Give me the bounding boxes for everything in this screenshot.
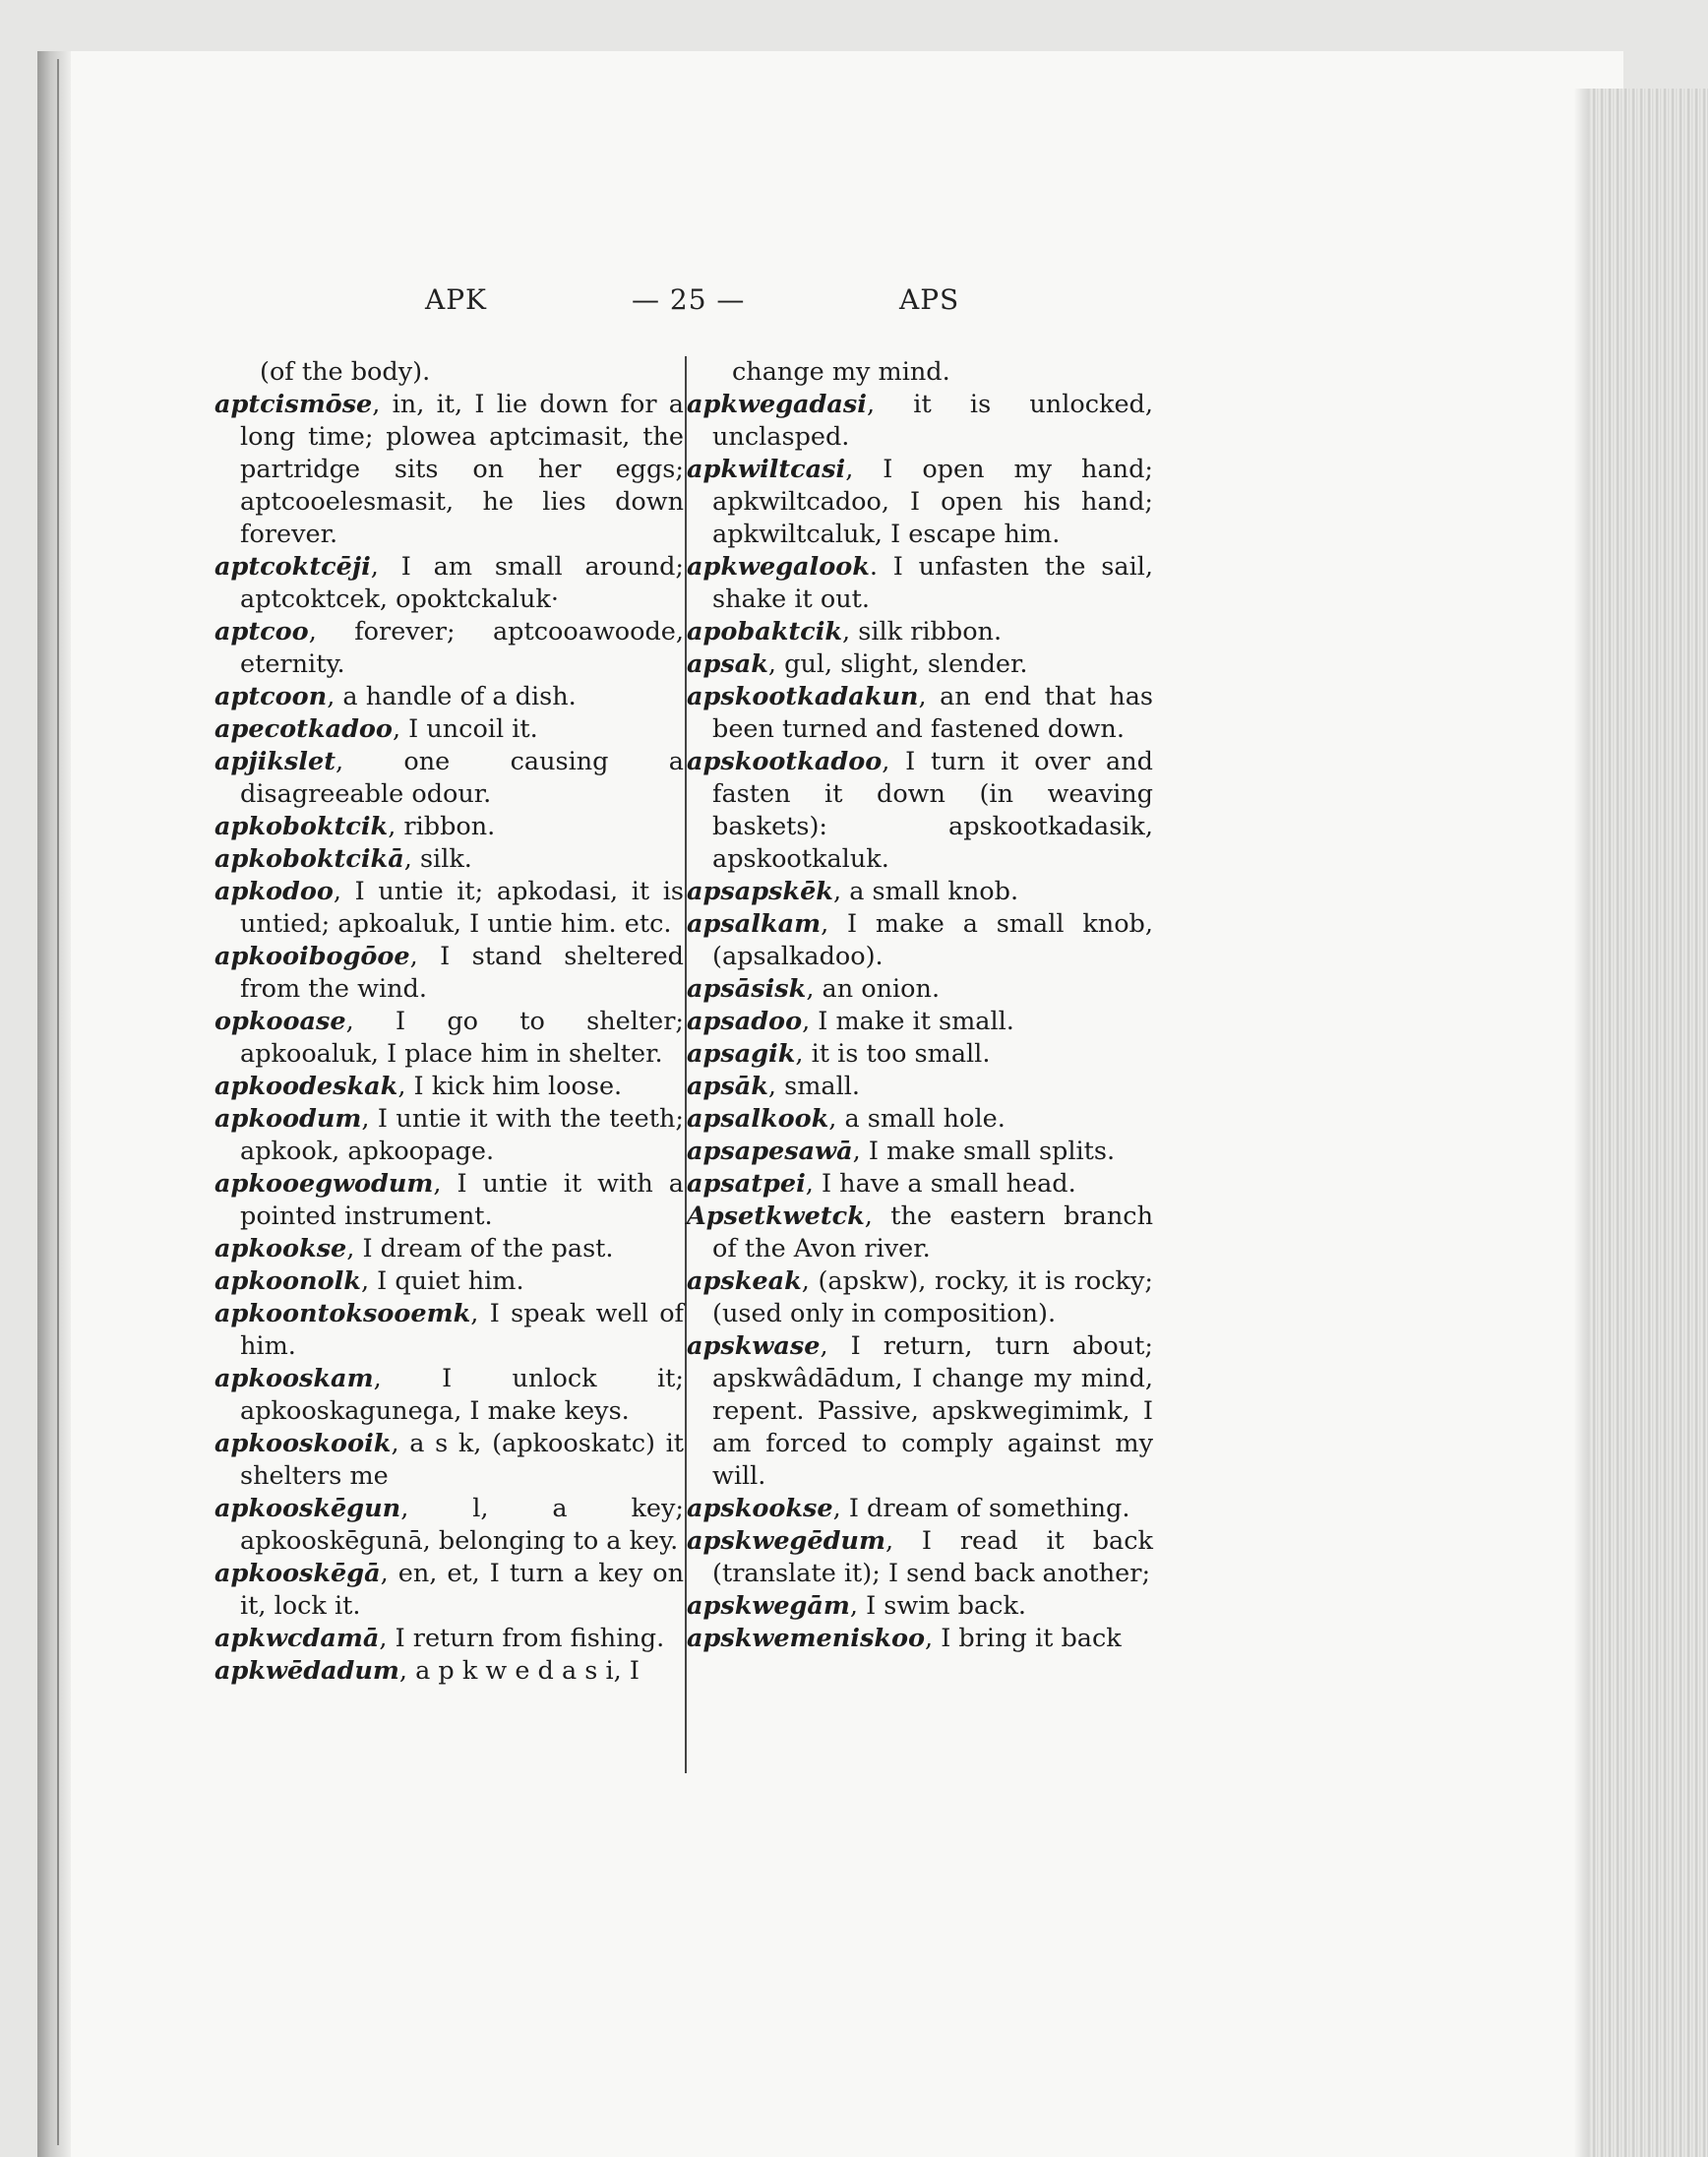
headword: apkoodum xyxy=(214,1104,362,1134)
dictionary-entry: apkwegalook. I unfasten the sail, shake it out. xyxy=(687,552,1153,614)
dictionary-entry: apkwegadasi, it is unlocked, unclasped. xyxy=(687,390,1153,452)
dictionary-entry: apkoodeskak, I kick him loose. xyxy=(214,1072,623,1101)
headword: apobaktcik xyxy=(687,617,843,647)
dictionary-entry: apkooskēgun, l, a key; apkooskēgunā, belonging to a key. xyxy=(214,1494,684,1556)
headword: aptcoktcēji xyxy=(214,552,371,582)
headword: apskootkadoo xyxy=(687,747,883,776)
dictionary-entry: apskookse, I dream of something. xyxy=(687,1494,1130,1523)
headword: apsapskēk xyxy=(687,877,833,906)
headword: aptcoo xyxy=(214,617,309,647)
headword: apsapesawā xyxy=(687,1137,853,1166)
binding-gutter xyxy=(37,51,71,2157)
dictionary-entry: opkooase, I go to shelter; apkooaluk, I place him in shelter. xyxy=(214,1007,684,1069)
dictionary-entry: aptcoktcēji, I am small around; aptcoktcek, opoktckaluk· xyxy=(214,552,684,614)
page-number: — 25 — xyxy=(632,283,746,316)
headword: apskwemeniskoo xyxy=(687,1624,926,1653)
headword: apecotkadoo xyxy=(214,714,393,744)
dictionary-entry: apkooskēgā, en, et, I turn a key on it, lock it. xyxy=(214,1559,684,1621)
dictionary-entry: apkwiltcasi, I open my hand; apkwiltcadoo, I open his hand; apkwiltcaluk, I escape him. xyxy=(687,455,1153,549)
dictionary-entry: apkoboktcik, ribbon. xyxy=(214,812,496,841)
headword: apkooskam xyxy=(214,1364,374,1393)
headword: apkwiltcasi xyxy=(687,455,846,484)
dictionary-entry: apskootkadoo, I turn it over and fasten it down (in weaving baskets): apskootkadasik, apskootkaluk. xyxy=(687,747,1153,874)
dictionary-entry: apsatpei, I have a small head. xyxy=(687,1169,1076,1199)
dictionary-entry: apskootkadakun, an end that has been turned and fastened down. xyxy=(687,682,1153,744)
dictionary-entry: apsāsisk, an onion. xyxy=(687,974,941,1004)
headword: apkoontoksooemk xyxy=(214,1299,471,1328)
dictionary-entry: apskwemeniskoo, I bring it back xyxy=(687,1624,1122,1653)
headword: apskootkadakun xyxy=(687,682,919,711)
headword: apkwēdadum xyxy=(214,1656,399,1686)
dictionary-entry: aptcoon, a handle of a dish. xyxy=(214,682,577,711)
headword: apkoonolk xyxy=(214,1266,361,1296)
headword: apkoboktcik xyxy=(214,812,389,841)
headword: apkookse xyxy=(214,1234,347,1263)
headword: apskwegēdum xyxy=(687,1526,885,1556)
dictionary-entry: apkoonolk, I quiet him. xyxy=(214,1266,524,1296)
dictionary-entry: apsagik, it is too small. xyxy=(687,1039,991,1069)
headword: apkwegalook xyxy=(687,552,870,582)
dictionary-entry: aptcoo, forever; aptcooawoode, eternity. xyxy=(214,617,684,679)
headword: apkwegadasi xyxy=(687,390,867,419)
header-left-guide-word: APK xyxy=(425,283,487,316)
headword: Apsetkwetck xyxy=(687,1202,865,1231)
dictionary-entry: apkoontoksooemk, I speak well of him. xyxy=(214,1299,684,1361)
headword: apkooskooik xyxy=(214,1429,392,1458)
headword: apskookse xyxy=(687,1494,833,1523)
dictionary-entry: apskwegām, I swim back. xyxy=(687,1591,1027,1621)
headword: apjikslet xyxy=(214,747,336,776)
dictionary-entry: apkoboktcikā, silk. xyxy=(214,844,472,874)
dictionary-entry: apskwegēdum, I read it back (translate it); I send back another; xyxy=(687,1526,1153,1588)
dictionary-entry: apecotkadoo, I uncoil it. xyxy=(214,714,538,744)
dictionary-entry: change my mind. xyxy=(732,357,950,387)
headword: apsalkam xyxy=(687,909,822,939)
dictionary-entry: apkooskooik, a s k, (apkooskatc) it shelters me xyxy=(214,1429,684,1491)
headword: apskwegām xyxy=(687,1591,850,1621)
headword: aptcismōse xyxy=(214,390,373,419)
dictionary-entry: apkodoo, I untie it; apkodasi, it is untied; apkoaluk, I untie him. etc. xyxy=(214,877,684,939)
dictionary-entry: apskeak, (apskw), rocky, it is rocky; (used only in composition). xyxy=(687,1266,1153,1328)
headword: apkwcdamā xyxy=(214,1624,380,1653)
headword: apsagik xyxy=(687,1039,796,1069)
headword: apsadoo xyxy=(687,1007,803,1036)
dictionary-entry: apskwase, I return, turn about; apskwâdādum, I change my mind, repent. Passive, apskwegimimk, I am forced to comply against my will. xyxy=(687,1331,1153,1491)
right-column xyxy=(687,356,1153,1655)
dictionary-entry: apsadoo, I make it small. xyxy=(687,1007,1014,1036)
dictionary-entry: aptcismōse, in, it, I lie down for a long time; plowea aptcimasit, the partridge sits on her eggs; aptcooelesmasit, he lies down forever. xyxy=(214,390,684,549)
running-header xyxy=(0,283,1708,333)
headword: apsāsisk xyxy=(687,974,807,1004)
dictionary-entry: apkwcdamā, I return from fishing. xyxy=(214,1624,665,1653)
dictionary-entry: apsalkook, a small hole. xyxy=(687,1104,1006,1134)
headword: apkooskēgun xyxy=(214,1494,401,1523)
headword: apsak xyxy=(687,649,768,679)
dictionary-entry: apsalkam, I make a small knob, (apsalkadoo). xyxy=(687,909,1153,971)
dictionary-entry: apkoodum, I untie it with the teeth; apkook, apkoopage. xyxy=(214,1104,684,1166)
dictionary-entry: apkooskam, I unlock it; apkooskagunega, I make keys. xyxy=(214,1364,684,1426)
headword: apkooegwodum xyxy=(214,1169,434,1199)
dictionary-entry: apsapesawā, I make small splits. xyxy=(687,1137,1116,1166)
dictionary-entry: apkooibogōoe, I stand sheltered from the wind. xyxy=(214,942,684,1004)
headword: apkooibogōoe xyxy=(214,942,410,971)
headword: apkooskēgā xyxy=(214,1559,381,1588)
dictionary-entry: apkwēdadum, a p k w e d a s i, I xyxy=(214,1656,640,1686)
dictionary-entry: apsāk, small. xyxy=(687,1072,861,1101)
binding-line xyxy=(57,59,59,2145)
headword: apskeak xyxy=(687,1266,802,1296)
headword: apskwase xyxy=(687,1331,821,1361)
dictionary-entry: (of the body). xyxy=(260,357,431,387)
headword: aptcoon xyxy=(214,682,328,711)
page-stack-edge xyxy=(1589,89,1708,2157)
dictionary-entry: apkookse, I dream of the past. xyxy=(214,1234,614,1263)
header-right-guide-word: APS xyxy=(899,283,960,316)
dictionary-entry: Apsetkwetck, the eastern branch of the Avon river. xyxy=(687,1202,1153,1263)
headword: apsatpei xyxy=(687,1169,806,1199)
headword: apsalkook xyxy=(687,1104,829,1134)
headword: apkoboktcikā xyxy=(214,844,404,874)
headword: opkooase xyxy=(214,1007,346,1036)
dictionary-entry: apobaktcik, silk ribbon. xyxy=(687,617,1003,647)
headword: apsāk xyxy=(687,1072,768,1101)
left-column xyxy=(214,356,684,1688)
dictionary-entry: apjikslet, one causing a disagreeable odour. xyxy=(214,747,684,809)
dictionary-entry: apsak, gul, slight, slender. xyxy=(687,649,1028,679)
headword: apkoodeskak xyxy=(214,1072,398,1101)
dictionary-entry: apkooegwodum, I untie it with a pointed instrument. xyxy=(214,1169,684,1231)
dictionary-entry: apsapskēk, a small knob. xyxy=(687,877,1019,906)
headword: apkodoo xyxy=(214,877,334,906)
